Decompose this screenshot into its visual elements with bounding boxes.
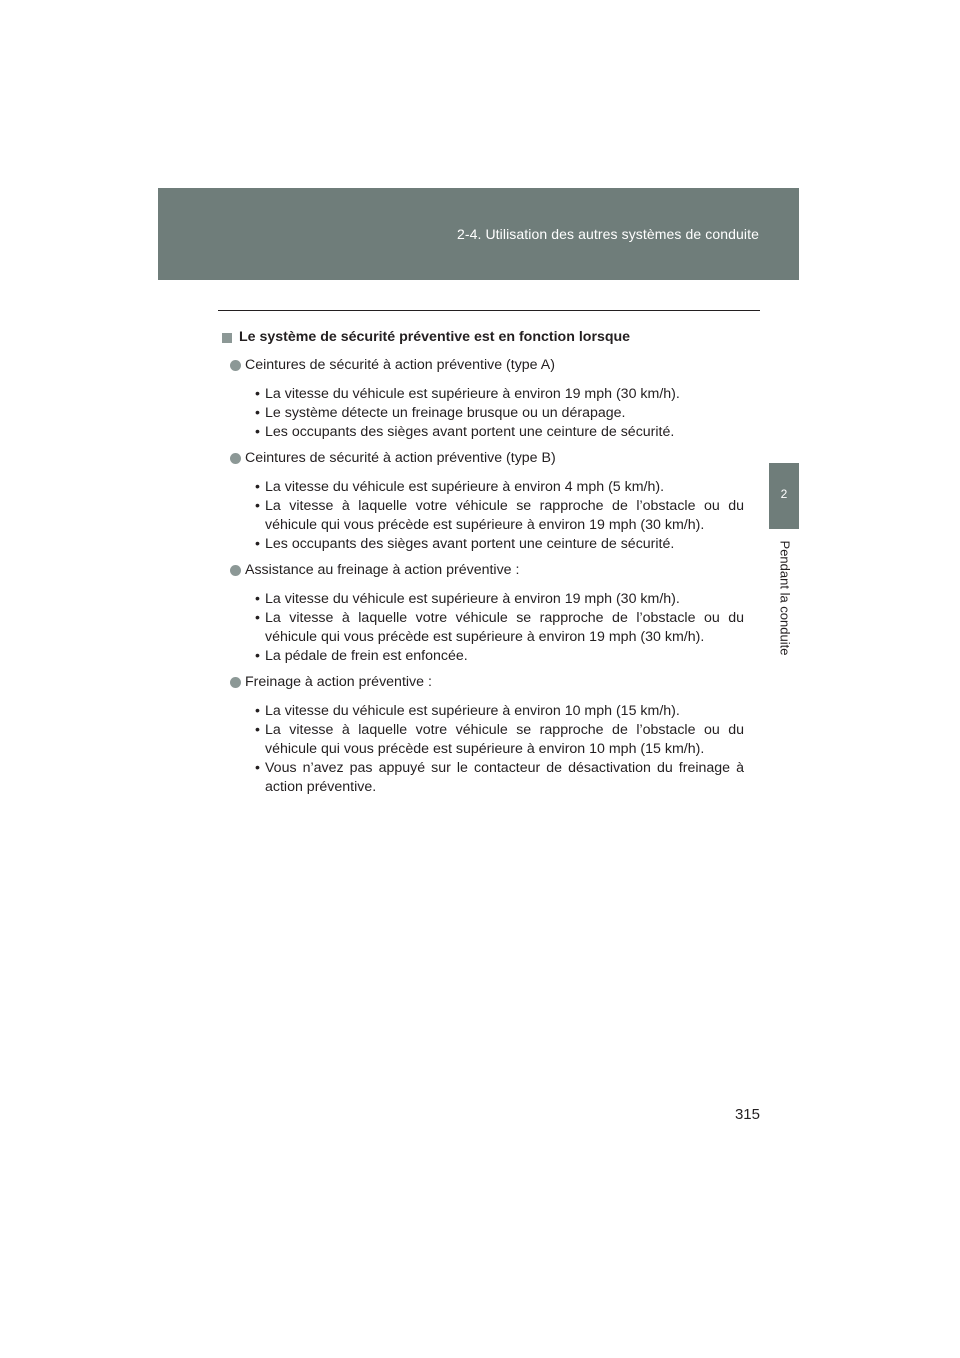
condition-item: • Les occupants des sièges avant portent une ceinture de sécurité.	[255, 535, 744, 554]
section-title: 2-4. Utilisation des autres systèmes de conduite	[456, 226, 759, 242]
chapter-number: 2	[780, 487, 788, 501]
condition-list	[222, 385, 744, 442]
condition-item: • La vitesse à laquelle votre véhicule se rapproche de l’obstacle ou du véhicule qui vous précède est supérieure à environ 19 mph (30 km/h).	[255, 609, 744, 647]
condition-list	[222, 702, 744, 797]
section-heading-text: Le système de sécurité préventive est en fonction lorsque	[239, 329, 631, 345]
chapter-label: Pendant la conduite	[777, 540, 793, 656]
section-heading	[222, 328, 744, 347]
square-bullet-icon	[222, 333, 232, 343]
header-band	[158, 188, 799, 280]
item-heading	[230, 673, 744, 692]
circle-bullet-icon	[230, 360, 241, 371]
circle-bullet-icon	[230, 677, 241, 688]
item-heading	[230, 449, 744, 468]
item-title: Assistance au freinage à action préventive :	[245, 562, 520, 578]
page-number: 315	[734, 1106, 760, 1123]
condition-item: • Le système détecte un freinage brusque ou un dérapage.	[255, 404, 744, 423]
item-title: Ceintures de sécurité à action préventive (type A)	[245, 357, 555, 373]
condition-item: • La vitesse à laquelle votre véhicule se rapproche de l’obstacle ou du véhicule qui vous précède est supérieure à environ 19 mph (30 km/h).	[255, 497, 744, 535]
condition-item: • Les occupants des sièges avant portent une ceinture de sécurité.	[255, 423, 744, 442]
item-title: Ceintures de sécurité à action préventive (type B)	[245, 450, 556, 466]
item-heading	[230, 356, 744, 375]
condition-item: • La vitesse du véhicule est supérieure à environ 4 mph (5 km/h).	[255, 478, 744, 497]
condition-item: • La pédale de frein est enfoncée.	[255, 647, 744, 666]
header-divider	[218, 310, 760, 311]
item-heading	[230, 561, 744, 580]
condition-item: • La vitesse à laquelle votre véhicule se rapproche de l’obstacle ou du véhicule qui vous précède est supérieure à environ 10 mph (15 km/h).	[255, 721, 744, 759]
condition-item: • La vitesse du véhicule est supérieure à environ 19 mph (30 km/h).	[255, 385, 744, 404]
condition-list	[222, 590, 744, 666]
section-content	[222, 328, 744, 804]
condition-list	[222, 478, 744, 554]
circle-bullet-icon	[230, 565, 241, 576]
circle-bullet-icon	[230, 453, 241, 464]
condition-item: • La vitesse du véhicule est supérieure à environ 10 mph (15 km/h).	[255, 702, 744, 721]
condition-item: • La vitesse du véhicule est supérieure à environ 19 mph (30 km/h).	[255, 590, 744, 609]
chapter-tab	[769, 463, 799, 529]
condition-item: • Vous n’avez pas appuyé sur le contacteur de désactivation du freinage à action préventive.	[255, 759, 744, 797]
item-title: Freinage à action préventive :	[245, 674, 432, 690]
